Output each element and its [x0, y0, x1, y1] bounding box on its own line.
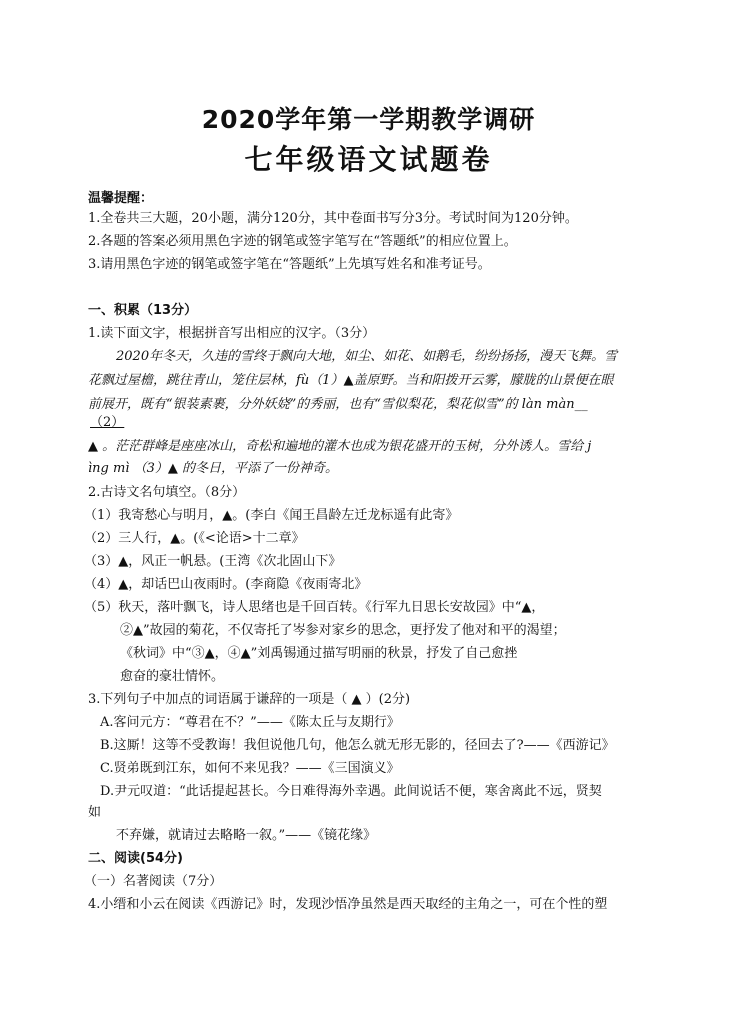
fill-item: （1）我寄愁心与明月，▲。(李白《闻王昌龄左迁龙标遥有此寄》	[84, 508, 459, 523]
fill-continuation: 愈奋的豪壮情怀。	[120, 669, 225, 684]
subsection-heading: （一）名著阅读（7分）	[84, 874, 223, 889]
section-heading: 一、积累（13分）	[88, 303, 198, 318]
tips-heading: 温馨提醒：	[88, 191, 154, 206]
passage-line: 前展开，既有“银装素裹，分外妖娆”的秀丽，也有“雪似梨花，梨花似雪”的 làn màn__	[88, 397, 588, 412]
fill-item: （3）▲，风正一帆悬。(王湾《次北固山下》	[84, 554, 342, 569]
fill-item: （2）三人行，▲。(《<论语>十二章》	[84, 531, 305, 546]
fill-item: （5）秋天，落叶飘飞，诗人思绪也是千回百转。《行军九日思长安故园》中“▲，	[84, 600, 545, 615]
question-stem: 3.下列句子中加点的词语属于谦辞的一项是（ ▲ ）(2分)	[88, 692, 411, 707]
blank-label: （2）	[90, 415, 125, 430]
question-stem: 4.小缙和小云在阅读《西游记》时，发现沙悟净虽然是西天取经的主角之一，可在个性的塑	[88, 897, 608, 912]
option-d-continuation: 如	[88, 805, 102, 820]
exam-subtitle: 七年级语文试题卷	[244, 143, 493, 176]
tip-item: 1.全卷共三大题，20小题，满分120分，其中卷面书写分3分。考试时间为120分钟。	[88, 211, 578, 226]
tip-item: 2.各题的答案必须用黑色字迹的钢笔或签字笔写在“答题纸”的相应位置上。	[88, 234, 517, 249]
tip-item: 3.请用黑色字迹的钢笔或签字笔在“答题纸”上先填写姓名和准考证号。	[88, 257, 491, 272]
passage-line: 2020年冬天，久违的雪终于飘向大地，如尘、如花、如鹅毛，纷纷扬扬，漫天飞舞。雪	[116, 349, 618, 364]
fill-continuation: ②▲”故园的菊花，不仅寄托了岑参对家乡的思念，更抒发了他对和平的渴望；	[120, 623, 566, 638]
question-stem: 1.读下面文字，根据拼音写出相应的汉字。（3分）	[88, 326, 376, 341]
fill-continuation: 《秋词》中“③▲，④▲”刘禹锡通过描写明丽的秋景，抒发了自己愈挫	[120, 646, 518, 661]
passage-line: 花飘过屋檐，跳往青山，笼住层林，fù（1）▲盖原野。当和阳拨开云雾，朦胧的山景便在眼	[88, 373, 614, 388]
option-a: A.客问元方：“尊君在不？”——《陈太丘与友期行》	[100, 715, 400, 730]
option-d: D.尹元叹道：“此话提起甚长。今日难得海外幸遇。此间说话不便，寒舍离此不远，贤契	[100, 784, 602, 799]
section-heading: 二、阅读(54分)	[88, 851, 183, 866]
fill-item: （4）▲，却话巴山夜雨时。(李商隐《夜雨寄北》	[84, 577, 368, 592]
exam-title: 2020学年第一学期教学调研	[201, 105, 536, 134]
option-c: C.贤弟既到江东，如何不来见我？——《三国演义》	[100, 761, 400, 776]
passage-line: ▲ 。茫茫群峰是座座冰山，奇松和遍地的灌木也成为银花盛开的玉树，分外诱人。雪给 j	[88, 439, 592, 454]
option-b: B.这厮！这等不受教诲！我但说他几句，他怎么就无形无影的，径回去了?——《西游记》	[100, 738, 615, 753]
question-stem: 2.古诗文名句填空。（8分）	[88, 485, 246, 500]
option-d-continuation: 不弃嫌，就请过去略略一叙。”——《镜花缘》	[116, 828, 377, 843]
passage-line: ìng mì （3）▲ 的冬日，平添了一份神奇。	[88, 461, 339, 476]
